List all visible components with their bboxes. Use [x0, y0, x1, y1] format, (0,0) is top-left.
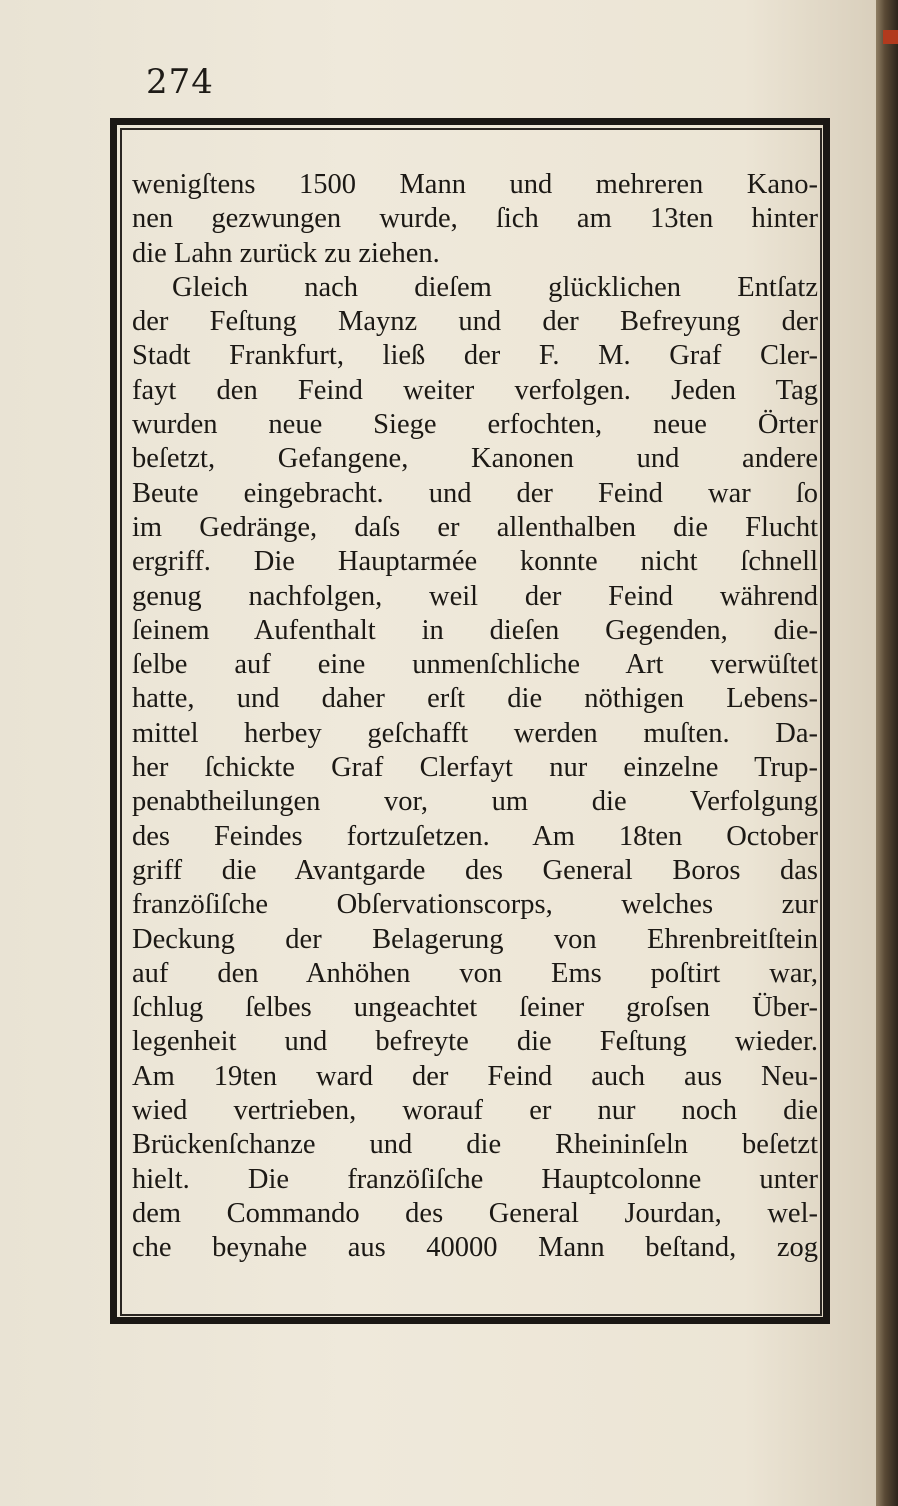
text-line: griff die Avantgarde des General Boros das [132, 854, 818, 886]
text-line: dem Commando des General Jourdan, wel- [132, 1197, 818, 1229]
text-line: beſetzt, Gefangene, Kanonen und andere [132, 443, 818, 475]
text-line: franzöſiſche Obſervationscorps, welches zur [132, 889, 818, 921]
text-line: che beynahe aus 40000 Mann beſtand, zog [132, 1232, 818, 1264]
text-line: her ſchickte Graf Clerfayt nur einzelne Trup- [132, 752, 818, 784]
text-line: nen gezwungen wurde, ſich am 13ten hinter [132, 203, 818, 235]
text-line: mittel herbey geſchafft werden muſten. Da- [132, 717, 818, 749]
book-spine-edge [876, 0, 898, 1506]
text-line: wenigſtens 1500 Mann und mehreren Kano- [132, 169, 818, 200]
text-line: im Gedränge, daſs er allenthalben die Flucht [132, 511, 818, 543]
text-line: wurden neue Siege erfochten, neue Örter [132, 409, 818, 441]
text-line: auf den Anhöhen von Ems poſtirt war, [132, 957, 818, 989]
text-line: ſelbe auf eine unmenſchliche Art verwüſtet [132, 649, 818, 681]
text-line: des Feindes fortzuſetzen. Am 18ten October [132, 820, 818, 852]
page-number: 274 [146, 62, 214, 102]
body-text [132, 168, 818, 1266]
text-line: ſchlug ſelbes ungeachtet ſeiner groſsen Über- [132, 992, 818, 1024]
text-line: legenheit und befreyte die Feſtung wieder. [132, 1026, 818, 1058]
text-line: Gleich nach dieſem glücklichen Entſatz [172, 271, 818, 303]
text-line: Beute eingebracht. und der Feind war ſo [132, 477, 818, 509]
text-line: hatte, und daher erſt die nöthigen Lebens- [132, 683, 818, 715]
text-line: die Lahn zurück zu ziehen. [132, 237, 440, 269]
text-line: penabtheilungen vor, um die Verfolgung [132, 786, 818, 818]
text-line: genug nachfolgen, weil der Feind während [132, 580, 818, 612]
text-line: fayt den Feind weiter verfolgen. Jeden Tag [132, 374, 818, 406]
text-line: ergriff. Die Hauptarmée konnte nicht ſchnell [132, 546, 818, 578]
text-line: Am 19ten ward der Feind auch aus Neu- [132, 1060, 818, 1092]
text-line: ſeinem Aufenthalt in dieſen Gegenden, die- [132, 614, 818, 646]
text-line: der Feſtung Maynz und der Befreyung der [132, 306, 818, 338]
text-line: wied vertrieben, worauf er nur noch die [132, 1095, 818, 1127]
spine-stripe [883, 30, 898, 44]
text-line: Deckung der Belagerung von Ehrenbreitſtein [132, 923, 818, 955]
text-line: Brückenſchanze und die Rheininſeln beſetzt [132, 1129, 818, 1161]
text-line: hielt. Die franzöſiſche Hauptcolonne unter [132, 1163, 818, 1195]
text-line: Stadt Frankfurt, ließ der F. M. Graf Cler- [132, 340, 818, 372]
